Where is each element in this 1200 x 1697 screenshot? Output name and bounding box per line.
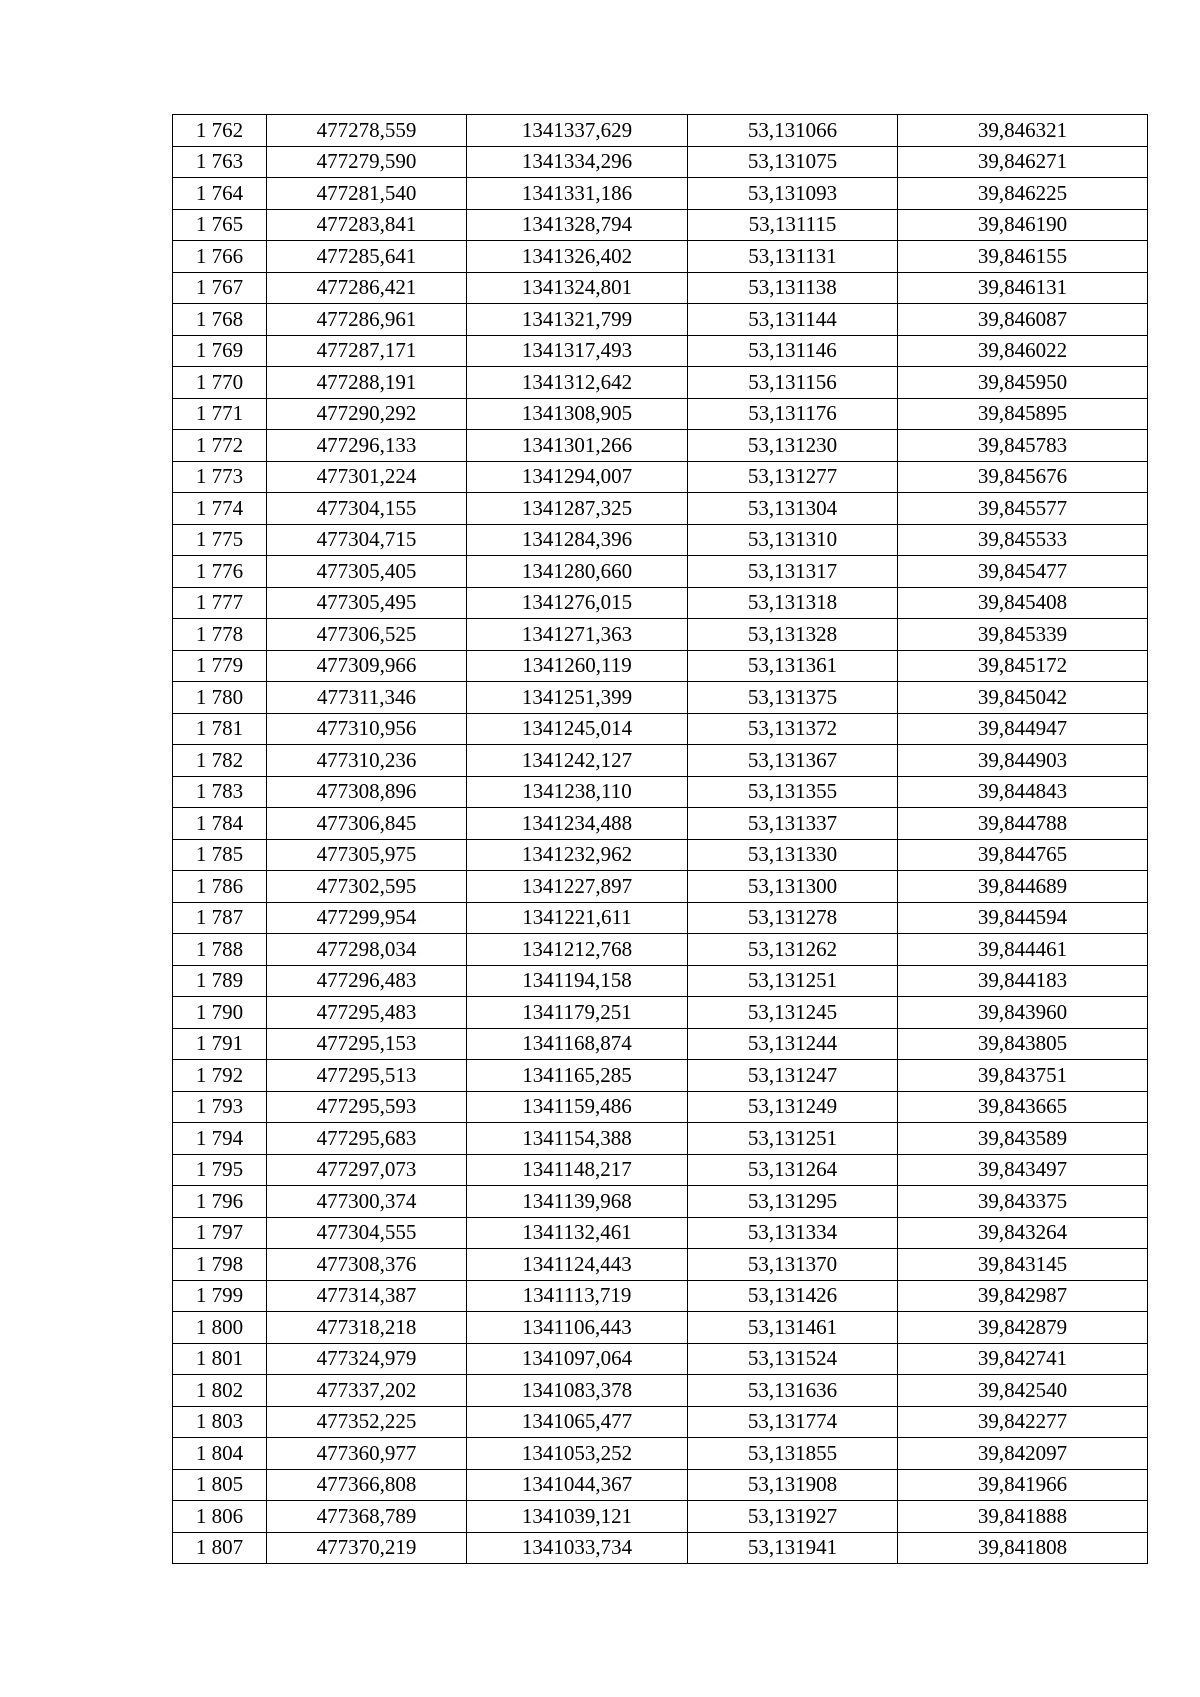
- latitude-cell: 53,131317: [688, 556, 898, 588]
- table-row: [173, 1217, 1148, 1249]
- x-coordinate-cell: 477304,715: [267, 524, 467, 556]
- y-coordinate-cell: 1341271,363: [467, 619, 688, 651]
- point-number-cell: 1 807: [173, 1532, 267, 1564]
- table-row: [173, 1438, 1148, 1470]
- longitude-cell: 39,844947: [898, 713, 1148, 745]
- x-coordinate-cell: 477301,224: [267, 461, 467, 493]
- longitude-cell: 39,843497: [898, 1154, 1148, 1186]
- y-coordinate-cell: 1341165,285: [467, 1060, 688, 1092]
- x-coordinate-cell: 477368,789: [267, 1501, 467, 1533]
- table-row: [173, 493, 1148, 525]
- latitude-cell: 53,131310: [688, 524, 898, 556]
- table-row: [173, 1406, 1148, 1438]
- y-coordinate-cell: 1341276,015: [467, 587, 688, 619]
- table-row: [173, 461, 1148, 493]
- x-coordinate-cell: 477360,977: [267, 1438, 467, 1470]
- table-row: [173, 839, 1148, 871]
- latitude-cell: 53,131330: [688, 839, 898, 871]
- table-row: [173, 1343, 1148, 1375]
- table-row: [173, 1249, 1148, 1281]
- latitude-cell: 53,131908: [688, 1469, 898, 1501]
- point-number-cell: 1 780: [173, 682, 267, 714]
- longitude-cell: 39,845577: [898, 493, 1148, 525]
- table-row: [173, 209, 1148, 241]
- y-coordinate-cell: 1341232,962: [467, 839, 688, 871]
- x-coordinate-cell: 477295,483: [267, 997, 467, 1029]
- point-number-cell: 1 786: [173, 871, 267, 903]
- latitude-cell: 53,131115: [688, 209, 898, 241]
- longitude-cell: 39,846225: [898, 178, 1148, 210]
- longitude-cell: 39,846022: [898, 335, 1148, 367]
- point-number-cell: 1 789: [173, 965, 267, 997]
- x-coordinate-cell: 477287,171: [267, 335, 467, 367]
- latitude-cell: 53,131355: [688, 776, 898, 808]
- point-number-cell: 1 797: [173, 1217, 267, 1249]
- latitude-cell: 53,131461: [688, 1312, 898, 1344]
- point-number-cell: 1 793: [173, 1091, 267, 1123]
- latitude-cell: 53,131367: [688, 745, 898, 777]
- y-coordinate-cell: 1341106,443: [467, 1312, 688, 1344]
- table-row: [173, 146, 1148, 178]
- point-number-cell: 1 778: [173, 619, 267, 651]
- table-row: [173, 1469, 1148, 1501]
- longitude-cell: 39,843665: [898, 1091, 1148, 1123]
- y-coordinate-cell: 1341113,719: [467, 1280, 688, 1312]
- x-coordinate-cell: 477309,966: [267, 650, 467, 682]
- longitude-cell: 39,841888: [898, 1501, 1148, 1533]
- latitude-cell: 53,131251: [688, 965, 898, 997]
- point-number-cell: 1 801: [173, 1343, 267, 1375]
- table-row: [173, 1532, 1148, 1564]
- x-coordinate-cell: 477302,595: [267, 871, 467, 903]
- latitude-cell: 53,131295: [688, 1186, 898, 1218]
- latitude-cell: 53,131075: [688, 146, 898, 178]
- point-number-cell: 1 769: [173, 335, 267, 367]
- x-coordinate-cell: 477295,683: [267, 1123, 467, 1155]
- x-coordinate-cell: 477308,896: [267, 776, 467, 808]
- x-coordinate-cell: 477296,133: [267, 430, 467, 462]
- point-number-cell: 1 788: [173, 934, 267, 966]
- y-coordinate-cell: 1341312,642: [467, 367, 688, 399]
- latitude-cell: 53,131264: [688, 1154, 898, 1186]
- point-number-cell: 1 795: [173, 1154, 267, 1186]
- coordinates-table-body: [173, 115, 1148, 1564]
- longitude-cell: 39,845895: [898, 398, 1148, 430]
- longitude-cell: 39,842879: [898, 1312, 1148, 1344]
- table-row: [173, 1375, 1148, 1407]
- y-coordinate-cell: 1341053,252: [467, 1438, 688, 1470]
- coordinates-table: [172, 114, 1148, 1564]
- point-number-cell: 1 798: [173, 1249, 267, 1281]
- table-row: [173, 902, 1148, 934]
- y-coordinate-cell: 1341287,325: [467, 493, 688, 525]
- latitude-cell: 53,131138: [688, 272, 898, 304]
- y-coordinate-cell: 1341065,477: [467, 1406, 688, 1438]
- table-row: [173, 1028, 1148, 1060]
- point-number-cell: 1 766: [173, 241, 267, 273]
- latitude-cell: 53,131277: [688, 461, 898, 493]
- latitude-cell: 53,131524: [688, 1343, 898, 1375]
- table-row: [173, 713, 1148, 745]
- y-coordinate-cell: 1341280,660: [467, 556, 688, 588]
- point-number-cell: 1 771: [173, 398, 267, 430]
- longitude-cell: 39,846271: [898, 146, 1148, 178]
- table-row: [173, 587, 1148, 619]
- point-number-cell: 1 779: [173, 650, 267, 682]
- point-number-cell: 1 767: [173, 272, 267, 304]
- table-row: [173, 745, 1148, 777]
- longitude-cell: 39,845783: [898, 430, 1148, 462]
- x-coordinate-cell: 477295,513: [267, 1060, 467, 1092]
- y-coordinate-cell: 1341212,768: [467, 934, 688, 966]
- table-row: [173, 871, 1148, 903]
- point-number-cell: 1 775: [173, 524, 267, 556]
- table-row: [173, 965, 1148, 997]
- point-number-cell: 1 781: [173, 713, 267, 745]
- table-row: [173, 1154, 1148, 1186]
- x-coordinate-cell: 477337,202: [267, 1375, 467, 1407]
- x-coordinate-cell: 477281,540: [267, 178, 467, 210]
- y-coordinate-cell: 1341301,266: [467, 430, 688, 462]
- y-coordinate-cell: 1341242,127: [467, 745, 688, 777]
- latitude-cell: 53,131304: [688, 493, 898, 525]
- latitude-cell: 53,131278: [688, 902, 898, 934]
- y-coordinate-cell: 1341039,121: [467, 1501, 688, 1533]
- y-coordinate-cell: 1341132,461: [467, 1217, 688, 1249]
- table-row: [173, 178, 1148, 210]
- longitude-cell: 39,845676: [898, 461, 1148, 493]
- longitude-cell: 39,846087: [898, 304, 1148, 336]
- longitude-cell: 39,846155: [898, 241, 1148, 273]
- table-row: [173, 808, 1148, 840]
- point-number-cell: 1 773: [173, 461, 267, 493]
- latitude-cell: 53,131066: [688, 115, 898, 147]
- x-coordinate-cell: 477310,956: [267, 713, 467, 745]
- table-row: [173, 1091, 1148, 1123]
- y-coordinate-cell: 1341159,486: [467, 1091, 688, 1123]
- x-coordinate-cell: 477308,376: [267, 1249, 467, 1281]
- x-coordinate-cell: 477285,641: [267, 241, 467, 273]
- point-number-cell: 1 765: [173, 209, 267, 241]
- table-row: [173, 430, 1148, 462]
- latitude-cell: 53,131855: [688, 1438, 898, 1470]
- longitude-cell: 39,842741: [898, 1343, 1148, 1375]
- y-coordinate-cell: 1341238,110: [467, 776, 688, 808]
- point-number-cell: 1 802: [173, 1375, 267, 1407]
- table-row: [173, 304, 1148, 336]
- table-row: [173, 997, 1148, 1029]
- latitude-cell: 53,131927: [688, 1501, 898, 1533]
- table-row: [173, 682, 1148, 714]
- x-coordinate-cell: 477283,841: [267, 209, 467, 241]
- y-coordinate-cell: 1341260,119: [467, 650, 688, 682]
- y-coordinate-cell: 1341321,799: [467, 304, 688, 336]
- point-number-cell: 1 805: [173, 1469, 267, 1501]
- x-coordinate-cell: 477306,525: [267, 619, 467, 651]
- x-coordinate-cell: 477310,236: [267, 745, 467, 777]
- table-row: [173, 115, 1148, 147]
- table-row: [173, 367, 1148, 399]
- longitude-cell: 39,843264: [898, 1217, 1148, 1249]
- longitude-cell: 39,845533: [898, 524, 1148, 556]
- point-number-cell: 1 800: [173, 1312, 267, 1344]
- latitude-cell: 53,131156: [688, 367, 898, 399]
- latitude-cell: 53,131426: [688, 1280, 898, 1312]
- y-coordinate-cell: 1341284,396: [467, 524, 688, 556]
- longitude-cell: 39,846131: [898, 272, 1148, 304]
- longitude-cell: 39,843960: [898, 997, 1148, 1029]
- longitude-cell: 39,845339: [898, 619, 1148, 651]
- x-coordinate-cell: 477305,495: [267, 587, 467, 619]
- x-coordinate-cell: 477295,593: [267, 1091, 467, 1123]
- point-number-cell: 1 763: [173, 146, 267, 178]
- table-row: [173, 335, 1148, 367]
- table-row: [173, 1312, 1148, 1344]
- longitude-cell: 39,846321: [898, 115, 1148, 147]
- longitude-cell: 39,843145: [898, 1249, 1148, 1281]
- longitude-cell: 39,845172: [898, 650, 1148, 682]
- y-coordinate-cell: 1341334,296: [467, 146, 688, 178]
- longitude-cell: 39,844183: [898, 965, 1148, 997]
- longitude-cell: 39,846190: [898, 209, 1148, 241]
- y-coordinate-cell: 1341044,367: [467, 1469, 688, 1501]
- table-row: [173, 556, 1148, 588]
- table-row: [173, 776, 1148, 808]
- latitude-cell: 53,131176: [688, 398, 898, 430]
- y-coordinate-cell: 1341097,064: [467, 1343, 688, 1375]
- point-number-cell: 1 792: [173, 1060, 267, 1092]
- table-row: [173, 1060, 1148, 1092]
- y-coordinate-cell: 1341328,794: [467, 209, 688, 241]
- y-coordinate-cell: 1341194,158: [467, 965, 688, 997]
- point-number-cell: 1 774: [173, 493, 267, 525]
- latitude-cell: 53,131093: [688, 178, 898, 210]
- x-coordinate-cell: 477318,218: [267, 1312, 467, 1344]
- x-coordinate-cell: 477306,845: [267, 808, 467, 840]
- longitude-cell: 39,844788: [898, 808, 1148, 840]
- longitude-cell: 39,842987: [898, 1280, 1148, 1312]
- point-number-cell: 1 776: [173, 556, 267, 588]
- y-coordinate-cell: 1341331,186: [467, 178, 688, 210]
- x-coordinate-cell: 477299,954: [267, 902, 467, 934]
- table-row: [173, 1186, 1148, 1218]
- x-coordinate-cell: 477279,590: [267, 146, 467, 178]
- latitude-cell: 53,131230: [688, 430, 898, 462]
- longitude-cell: 39,841808: [898, 1532, 1148, 1564]
- table-row: [173, 1280, 1148, 1312]
- y-coordinate-cell: 1341294,007: [467, 461, 688, 493]
- point-number-cell: 1 804: [173, 1438, 267, 1470]
- point-number-cell: 1 785: [173, 839, 267, 871]
- table-row: [173, 1123, 1148, 1155]
- x-coordinate-cell: 477304,155: [267, 493, 467, 525]
- point-number-cell: 1 791: [173, 1028, 267, 1060]
- y-coordinate-cell: 1341337,629: [467, 115, 688, 147]
- point-number-cell: 1 762: [173, 115, 267, 147]
- latitude-cell: 53,131144: [688, 304, 898, 336]
- table-row: [173, 524, 1148, 556]
- y-coordinate-cell: 1341168,874: [467, 1028, 688, 1060]
- x-coordinate-cell: 477300,374: [267, 1186, 467, 1218]
- x-coordinate-cell: 477370,219: [267, 1532, 467, 1564]
- y-coordinate-cell: 1341148,217: [467, 1154, 688, 1186]
- longitude-cell: 39,842540: [898, 1375, 1148, 1407]
- point-number-cell: 1 783: [173, 776, 267, 808]
- y-coordinate-cell: 1341251,399: [467, 682, 688, 714]
- latitude-cell: 53,131318: [688, 587, 898, 619]
- longitude-cell: 39,845950: [898, 367, 1148, 399]
- y-coordinate-cell: 1341179,251: [467, 997, 688, 1029]
- longitude-cell: 39,845408: [898, 587, 1148, 619]
- point-number-cell: 1 770: [173, 367, 267, 399]
- latitude-cell: 53,131244: [688, 1028, 898, 1060]
- y-coordinate-cell: 1341221,611: [467, 902, 688, 934]
- x-coordinate-cell: 477278,559: [267, 115, 467, 147]
- latitude-cell: 53,131636: [688, 1375, 898, 1407]
- x-coordinate-cell: 477286,421: [267, 272, 467, 304]
- point-number-cell: 1 796: [173, 1186, 267, 1218]
- latitude-cell: 53,131249: [688, 1091, 898, 1123]
- latitude-cell: 53,131328: [688, 619, 898, 651]
- x-coordinate-cell: 477295,153: [267, 1028, 467, 1060]
- latitude-cell: 53,131375: [688, 682, 898, 714]
- latitude-cell: 53,131300: [688, 871, 898, 903]
- x-coordinate-cell: 477288,191: [267, 367, 467, 399]
- x-coordinate-cell: 477296,483: [267, 965, 467, 997]
- point-number-cell: 1 806: [173, 1501, 267, 1533]
- point-number-cell: 1 790: [173, 997, 267, 1029]
- longitude-cell: 39,844765: [898, 839, 1148, 871]
- point-number-cell: 1 784: [173, 808, 267, 840]
- longitude-cell: 39,843589: [898, 1123, 1148, 1155]
- y-coordinate-cell: 1341139,968: [467, 1186, 688, 1218]
- longitude-cell: 39,843751: [898, 1060, 1148, 1092]
- longitude-cell: 39,842097: [898, 1438, 1148, 1470]
- latitude-cell: 53,131262: [688, 934, 898, 966]
- table-row: [173, 934, 1148, 966]
- x-coordinate-cell: 477297,073: [267, 1154, 467, 1186]
- table-row: [173, 241, 1148, 273]
- latitude-cell: 53,131334: [688, 1217, 898, 1249]
- longitude-cell: 39,845477: [898, 556, 1148, 588]
- y-coordinate-cell: 1341245,014: [467, 713, 688, 745]
- longitude-cell: 39,844689: [898, 871, 1148, 903]
- latitude-cell: 53,131774: [688, 1406, 898, 1438]
- longitude-cell: 39,843375: [898, 1186, 1148, 1218]
- longitude-cell: 39,844903: [898, 745, 1148, 777]
- point-number-cell: 1 799: [173, 1280, 267, 1312]
- y-coordinate-cell: 1341234,488: [467, 808, 688, 840]
- latitude-cell: 53,131247: [688, 1060, 898, 1092]
- x-coordinate-cell: 477366,808: [267, 1469, 467, 1501]
- latitude-cell: 53,131251: [688, 1123, 898, 1155]
- y-coordinate-cell: 1341227,897: [467, 871, 688, 903]
- y-coordinate-cell: 1341033,734: [467, 1532, 688, 1564]
- y-coordinate-cell: 1341124,443: [467, 1249, 688, 1281]
- latitude-cell: 53,131361: [688, 650, 898, 682]
- table-row: [173, 1501, 1148, 1533]
- x-coordinate-cell: 477286,961: [267, 304, 467, 336]
- point-number-cell: 1 764: [173, 178, 267, 210]
- longitude-cell: 39,843805: [898, 1028, 1148, 1060]
- point-number-cell: 1 803: [173, 1406, 267, 1438]
- x-coordinate-cell: 477298,034: [267, 934, 467, 966]
- x-coordinate-cell: 477352,225: [267, 1406, 467, 1438]
- longitude-cell: 39,841966: [898, 1469, 1148, 1501]
- longitude-cell: 39,845042: [898, 682, 1148, 714]
- x-coordinate-cell: 477314,387: [267, 1280, 467, 1312]
- point-number-cell: 1 782: [173, 745, 267, 777]
- latitude-cell: 53,131372: [688, 713, 898, 745]
- point-number-cell: 1 768: [173, 304, 267, 336]
- longitude-cell: 39,842277: [898, 1406, 1148, 1438]
- latitude-cell: 53,131131: [688, 241, 898, 273]
- latitude-cell: 53,131146: [688, 335, 898, 367]
- point-number-cell: 1 787: [173, 902, 267, 934]
- x-coordinate-cell: 477324,979: [267, 1343, 467, 1375]
- x-coordinate-cell: 477304,555: [267, 1217, 467, 1249]
- y-coordinate-cell: 1341324,801: [467, 272, 688, 304]
- latitude-cell: 53,131245: [688, 997, 898, 1029]
- y-coordinate-cell: 1341308,905: [467, 398, 688, 430]
- latitude-cell: 53,131337: [688, 808, 898, 840]
- table-row: [173, 619, 1148, 651]
- table-row: [173, 650, 1148, 682]
- x-coordinate-cell: 477311,346: [267, 682, 467, 714]
- y-coordinate-cell: 1341154,388: [467, 1123, 688, 1155]
- table-row: [173, 272, 1148, 304]
- x-coordinate-cell: 477305,405: [267, 556, 467, 588]
- y-coordinate-cell: 1341317,493: [467, 335, 688, 367]
- longitude-cell: 39,844594: [898, 902, 1148, 934]
- longitude-cell: 39,844843: [898, 776, 1148, 808]
- x-coordinate-cell: 477290,292: [267, 398, 467, 430]
- point-number-cell: 1 794: [173, 1123, 267, 1155]
- point-number-cell: 1 772: [173, 430, 267, 462]
- latitude-cell: 53,131370: [688, 1249, 898, 1281]
- latitude-cell: 53,131941: [688, 1532, 898, 1564]
- table-row: [173, 398, 1148, 430]
- y-coordinate-cell: 1341326,402: [467, 241, 688, 273]
- x-coordinate-cell: 477305,975: [267, 839, 467, 871]
- y-coordinate-cell: 1341083,378: [467, 1375, 688, 1407]
- point-number-cell: 1 777: [173, 587, 267, 619]
- longitude-cell: 39,844461: [898, 934, 1148, 966]
